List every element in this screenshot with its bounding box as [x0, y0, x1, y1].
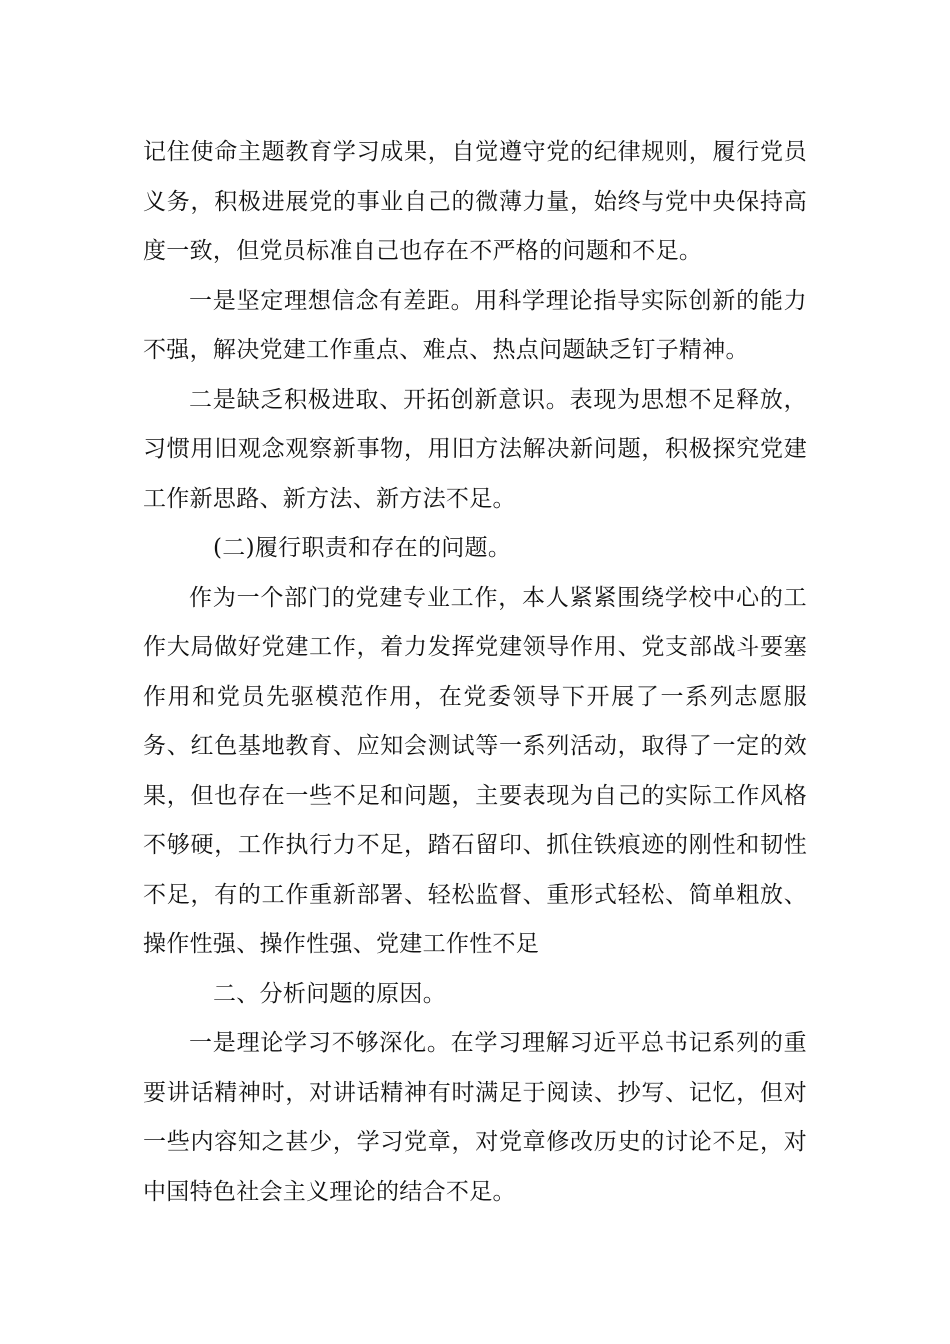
- section-heading-duties: (二)履行职责和存在的问题。: [213, 535, 512, 561]
- paragraph-duties: 作为一个部门的党建专业工作，本人紧紧围绕学校中心的工作大局做好党建工作，着力发挥党建领导作用、党支部战斗要塞作用和党员先驱模范作用，在党委领导下开展了一系列志愿服务、红色基地教育、应知会测试等一系列活动，取得了一定的效果，但也存在一些不足和问题，主要表现为自己的实际工作风格不够硬，工作执行力不足，踏石留印、抓住铁痕迹的刚性和韧性不足，有的工作重新部署、轻松监督、重形式轻松、简单粗放、操作性强、操作性强、党建工作性不足: [143, 584, 807, 957]
- paragraph-continuation: 记住使命主题教育学习成果，自觉遵守党的纪律规则，履行党员义务，积极进展党的事业自己的微薄力量，始终与党中央保持高度一致，但党员标准自己也存在不严格的问题和不足。: [143, 139, 807, 264]
- paragraph-cause-one: 一是理论学习不够深化。在学习理解习近平总书记系列的重要讲话精神时，对讲话精神有时满足于阅读、抄写、记忆，但对一些内容知之甚少，学习党章，对党章修改历史的讨论不足，对中国特色社会主义理论的结合不足。: [143, 1030, 807, 1205]
- section-heading-causes: 二、分析问题的原因。: [213, 980, 446, 1007]
- paragraph-point-two: 二是缺乏积极进取、开拓创新意识。表现为思想不足释放，习惯用旧观念观察新事物，用旧方法解决新问题，积极探究党建工作新思路、新方法、新方法不足。: [143, 386, 807, 512]
- paragraph-point-one: 一是坚定理想信念有差距。用科学理论指导实际创新的能力不强，解决党建工作重点、难点、热点问题缺乏钉子精神。: [143, 287, 807, 363]
- document-body: [143, 128, 807, 1217]
